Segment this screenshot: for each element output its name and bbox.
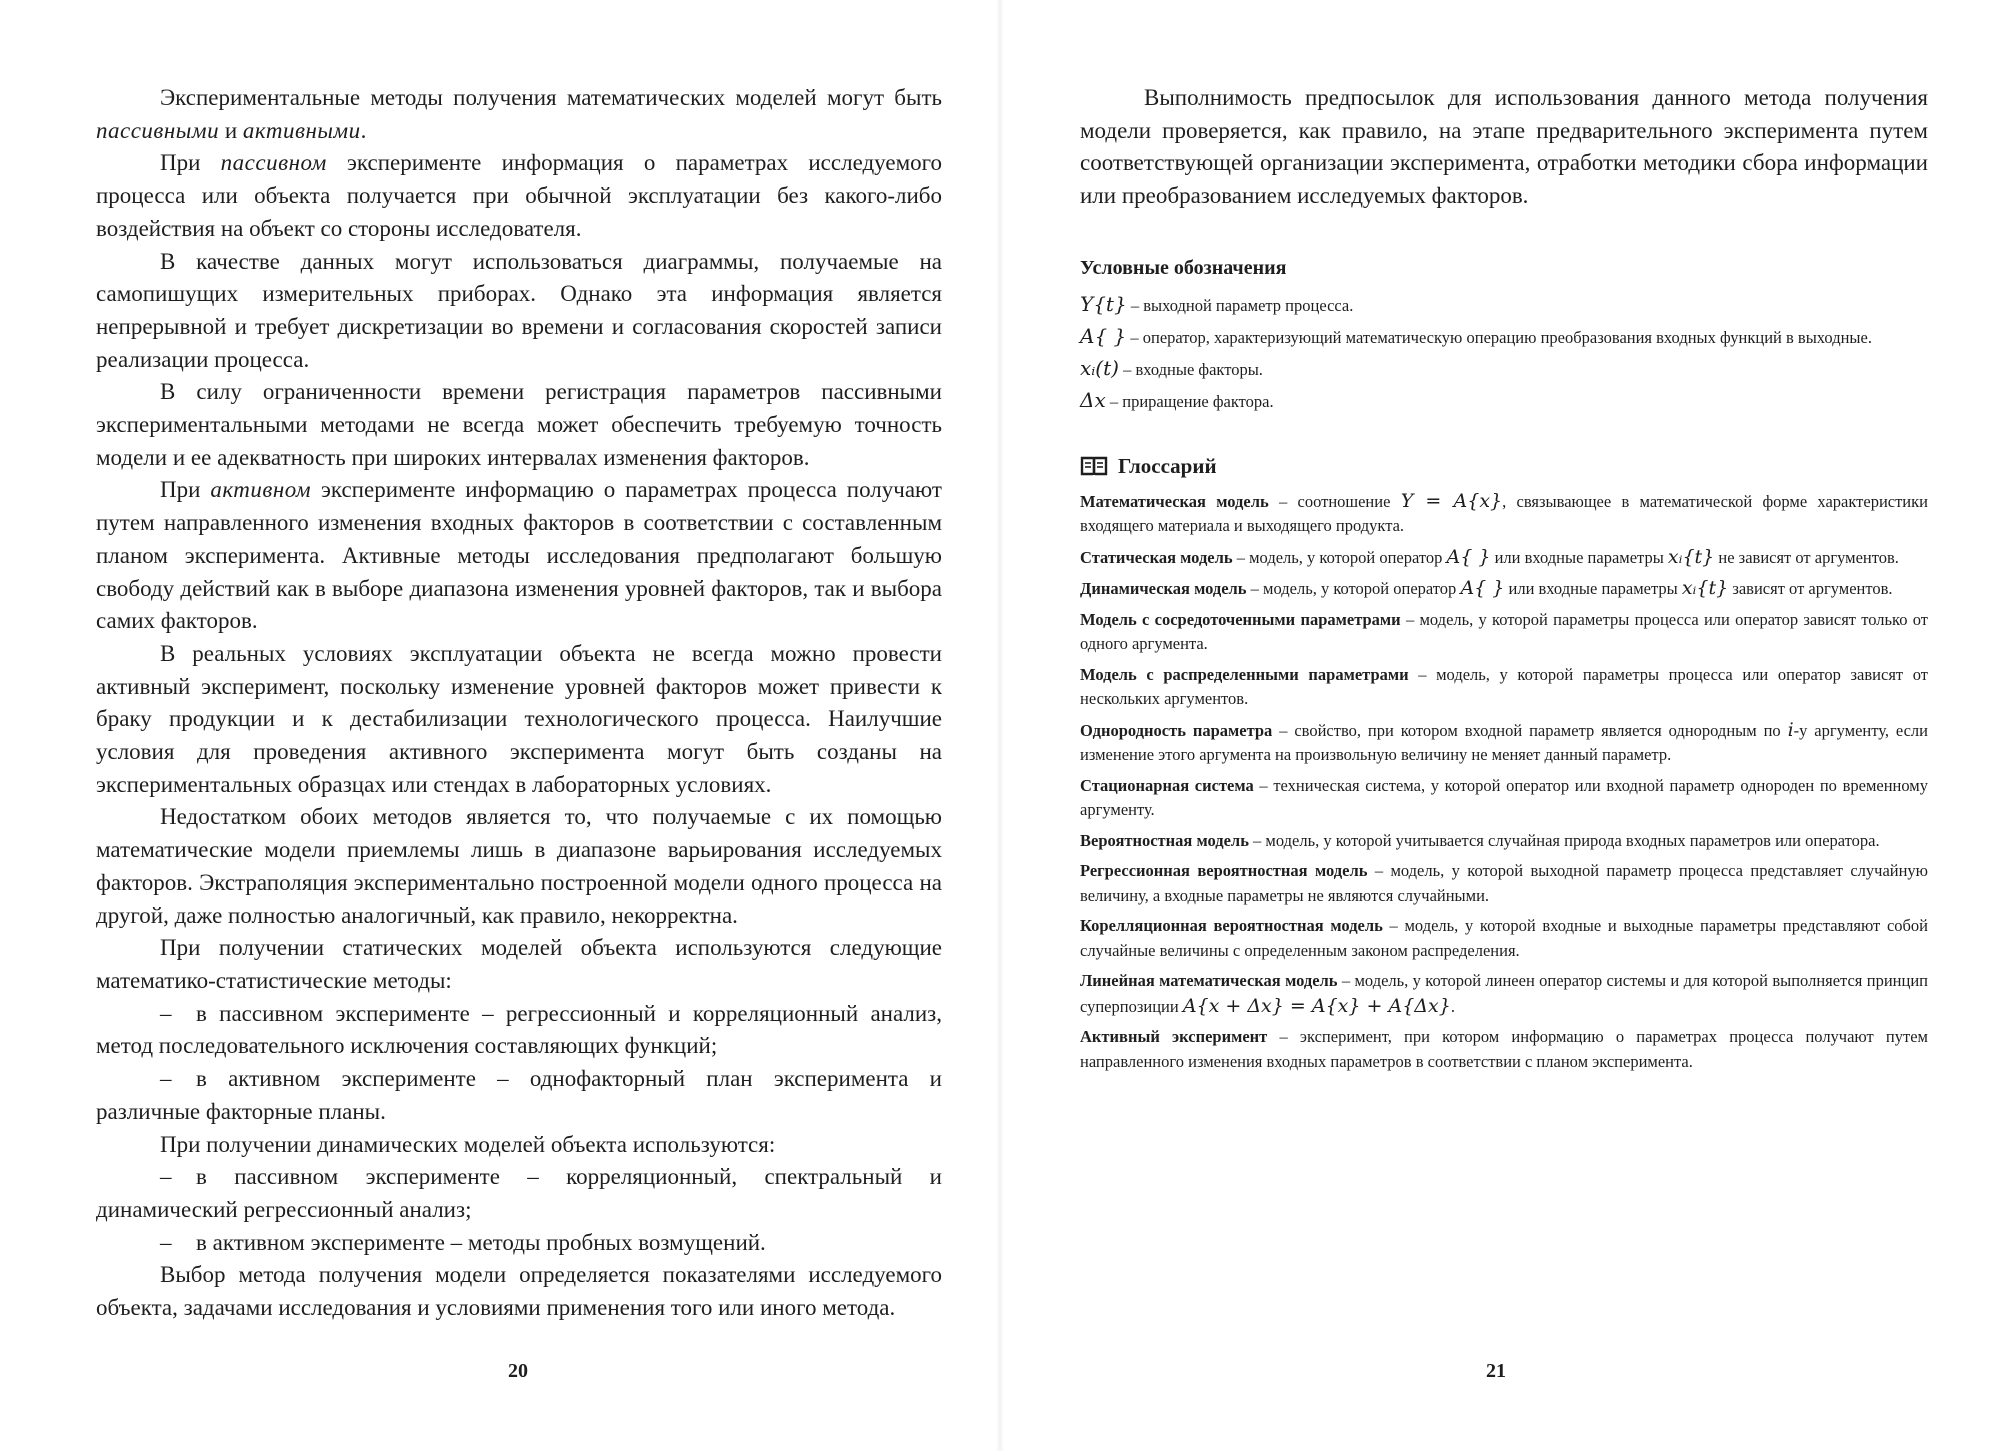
- notation-item: A{ } – оператор, характеризующий математическую операцию преобразования входных функций в выходные.: [1080, 323, 1872, 348]
- glossary-entry: Корелляционная вероятностная модель – модель, у которой входные и выходные параметры представляют собой случайные величины с определенным законом распределения.: [1080, 916, 1929, 960]
- glossary-entry: Однородность параметра – свойство, при котором входной параметр является однородным по i-у аргументу, если изменение этого аргумента на произвольную величину не меняет данный параметр.: [1080, 718, 1928, 765]
- glossary-term: Активный эксперимент: [1080, 1027, 1268, 1047]
- glossary-list: [1080, 489, 1928, 1075]
- body-paragraph: При получении динамических моделей объекта используются:: [160, 1131, 776, 1157]
- notation-symbol: Y{t}: [1080, 291, 1127, 316]
- list-item: – в активном эксперименте – методы пробных возмущений.: [96, 1227, 942, 1260]
- body-paragraph: В силу ограниченности времени регистрация параметров пассивными экспериментальными методами не всегда может обеспечить требуемую точность модели и ее адекватность при широких интервалах изменения факторов.: [96, 379, 942, 470]
- glossary-entry: Регрессионная вероятностная модель – модель, у которой выходной параметр процесса представляет случайную величину, а входные параметры не являются случайными.: [1080, 861, 1929, 905]
- left-page-text: [96, 82, 942, 1325]
- glossary-term: Стационарная система: [1080, 775, 1254, 795]
- open-book-icon: [1080, 455, 1108, 477]
- emphasized-term: пассивными: [96, 117, 220, 143]
- notation-heading: Условные обозначения: [1080, 256, 1287, 279]
- dash-marker: –: [160, 1000, 172, 1026]
- right-page-text: [1080, 82, 1928, 1080]
- list-item: – в активном эксперименте – однофакторный план эксперимента и различные факторные планы.: [96, 1063, 942, 1128]
- notation-item: Δx – приращение фактора.: [1080, 387, 1274, 412]
- intro-paragraph: Выполнимость предпосылок для использования данного метода получения модели проверяется, как правило, на этапе предварительного эксперимента путем соответствующей организации эксперимента, отработки методики сбора информации или преобразованием исследуемых факторов.: [1080, 85, 1928, 209]
- math-expression: A{ }: [1460, 577, 1505, 600]
- math-expression: A{ }: [1446, 545, 1491, 568]
- math-expression: i: [1787, 718, 1794, 741]
- notation-list: [1080, 292, 1928, 414]
- list-item: – в пассивном эксперименте – корреляционный, спектральный и динамический регрессионный анализ;: [96, 1161, 942, 1226]
- dash-marker: –: [160, 1229, 172, 1255]
- glossary-entry: Вероятностная модель – модель, у которой учитывается случайная природа входных параметров или оператора.: [1080, 830, 1880, 850]
- body-paragraph: В реальных условиях эксплуатации объекта не всегда можно провести активный эксперимент, поскольку изменение уровней факторов может привести к браку продукции и к дестабилизации технологического процесса. Наилучшие условия для проведения активного эксперимента могут быть созданы на экспериментальных образцах или стендах в лабораторных условиях.: [96, 640, 942, 797]
- math-expression: xᵢ{t}: [1681, 577, 1729, 600]
- body-paragraph: При активном эксперименте информацию о параметрах процесса получают путем направленного изменения входных факторов в соответствии с составленным планом эксперимента. Активные методы исследования предполагают большую свободу действий как в выборе диапазона изменения уровней факторов, так и выбора самих факторов.: [96, 477, 942, 634]
- glossary-entry: Статическая модель – модель, у которой оператор A{ } или входные параметры xᵢ{t} не зависят от аргументов.: [1080, 545, 1899, 568]
- math-expression: xᵢ{t}: [1667, 545, 1715, 568]
- glossary-entry: Линейная математическая модель – модель, у которой линеен оператор системы и для которой выполняется принцип суперпозиции A{x + Δx} = A{x} + A{Δx}.: [1080, 971, 1928, 1017]
- glossary-term: Статическая модель: [1080, 547, 1233, 567]
- right-page: [1000, 0, 2000, 1451]
- glossary-entry: Модель с сосредоточенными параметрами – модель, у которой параметры процесса или оператор зависят только от одного аргумента.: [1080, 609, 1928, 654]
- body-paragraph: Экспериментальные методы получения математических моделей могут быть пассивными и активными.: [96, 85, 942, 143]
- dash-marker: –: [160, 1164, 172, 1190]
- glossary-term: Корелляционная вероятностная модель: [1080, 916, 1383, 936]
- glossary-heading-row: [1080, 454, 1928, 479]
- glossary-term: Вероятностная модель: [1080, 830, 1249, 850]
- math-expression: A{x + Δx} = A{x} + A{Δx}: [1182, 994, 1451, 1017]
- math-expression: Y = A{x}: [1400, 489, 1503, 512]
- list-item: – в пассивном эксперименте – регрессионный и корреляционный анализ, метод последовательного исключения составляющих функций;: [96, 998, 942, 1063]
- body-paragraph: Недостатком обоих методов является то, что получаемые с их помощью математические модели приемлемы лишь в диапазоне варьирования исследуемых факторов. Экстраполяция экспериментально построенной модели одного процесса на другой, даже полностью аналогичный, как правило, некорректна.: [96, 804, 942, 928]
- glossary-term: Динамическая модель: [1080, 579, 1247, 599]
- glossary-term: Однородность параметра: [1080, 720, 1273, 740]
- glossary-term: Регрессионная вероятностная модель: [1080, 861, 1368, 881]
- body-paragraph: При получении статических моделей объекта используются следующие математико-статистические методы:: [96, 935, 942, 993]
- notation-symbol: A{ }: [1080, 323, 1127, 348]
- body-paragraph: В качестве данных могут использоваться диаграммы, получаемые на самопишущих измерительных приборах. Однако эта информация является непрерывной и требует дискретизации во времени и согласования скоростей записи реализации процесса.: [96, 248, 942, 372]
- body-paragraph: При пассивном эксперименте информация о параметрах исследуемого процесса или объекта получается при обычной эксплуатации без какого-либо воздействия на объект со стороны исследователя.: [96, 150, 942, 241]
- glossary-entry: Динамическая модель – модель, у которой оператор A{ } или входные параметры xᵢ{t} зависят от аргументов.: [1080, 577, 1893, 600]
- notation-symbol: xᵢ(t): [1080, 355, 1119, 380]
- glossary-entry: Математическая модель – соотношение Y = A{x}, связывающее в математической форме характеристики входящего материала и выходящего продукта.: [1080, 489, 1928, 536]
- emphasized-term: активными: [242, 117, 361, 143]
- page-number-left: 20: [508, 1360, 528, 1382]
- glossary-term: Модель с сосредоточенными параметрами: [1080, 609, 1401, 629]
- glossary-heading: Глоссарий: [1118, 453, 1217, 478]
- notation-item: xᵢ(t) – входные факторы.: [1080, 355, 1263, 380]
- emphasized-term: пассивном: [220, 150, 327, 176]
- glossary-entry: Активный эксперимент – эксперимент, при котором информацию о параметрах процесса получают путем направленного изменения входных параметров в соответствии с планом эксперимента.: [1080, 1027, 1928, 1071]
- glossary-term: Математическая модель: [1080, 491, 1269, 511]
- body-paragraph: Выбор метода получения модели определяется показателями исследуемого объекта, задачами исследования и условиями применения того или иного метода.: [96, 1262, 942, 1321]
- page-number-right: 21: [1486, 1360, 1506, 1382]
- notation-item: Y{t} – выходной параметр процесса.: [1080, 291, 1354, 316]
- dash-marker: –: [160, 1066, 172, 1092]
- emphasized-term: активном: [210, 477, 312, 503]
- glossary-term: Линейная математическая модель: [1080, 971, 1338, 991]
- glossary-entry: Стационарная система – техническая система, у которой оператор или входной параметр однороден по временному аргументу.: [1080, 775, 1928, 820]
- notation-symbol: Δx: [1080, 387, 1106, 412]
- glossary-entry: Модель с распределенными параметрами – модель, у которой параметры процесса или оператор зависят от нескольких аргументов.: [1080, 664, 1928, 709]
- glossary-term: Модель с распределенными параметрами: [1080, 664, 1409, 684]
